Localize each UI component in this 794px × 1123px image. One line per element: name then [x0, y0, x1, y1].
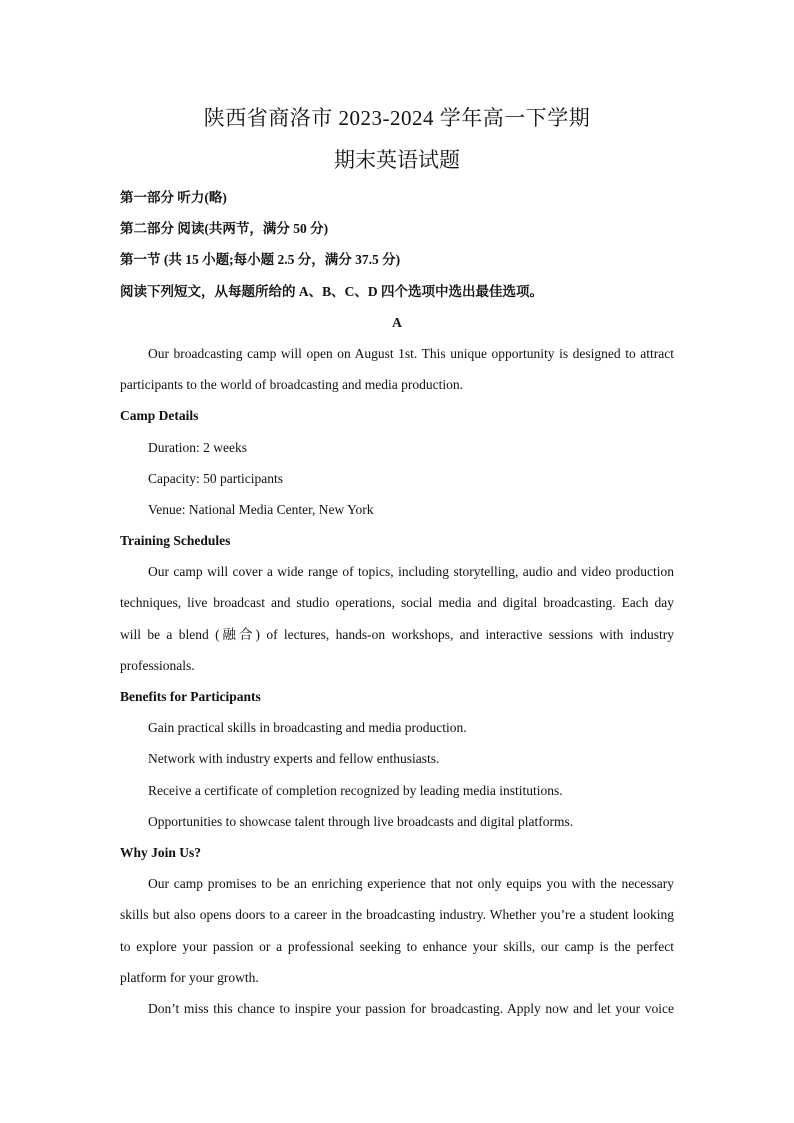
closing-line: Don’t miss this chance to inspire your passion for broadcasting. Apply now and let your voice — [148, 1000, 674, 1016]
training-line: professionals. — [120, 657, 195, 673]
document-content — [120, 100, 674, 1024]
training-line: Our camp will cover a wide range of topics, including storytelling, audio and video production — [148, 564, 674, 580]
why-line: Our camp promises to be an enriching experience that not only equips you with the necessary — [148, 876, 674, 892]
part-one-heading: 第一部分 听力(略) — [120, 190, 227, 205]
benefit-item: Opportunities to showcase talent through live broadcasts and digital platforms. — [148, 813, 574, 829]
training-heading: Training Schedules — [120, 533, 231, 549]
camp-details-heading: Camp Details — [120, 408, 199, 424]
passage-label: A — [392, 314, 402, 330]
benefit-item: Gain practical skills in broadcasting and media production. — [148, 720, 467, 736]
why-line: skills but also opens doors to a career in the broadcasting industry. Whether you’re a student looking — [120, 907, 674, 923]
why-heading: Why Join Us? — [120, 844, 202, 860]
section-one-heading: 第一节 (共 15 小题;每小题 2.5 分，满分 37.5 分) — [120, 252, 401, 268]
camp-detail-item: Capacity: 50 participants — [148, 470, 283, 486]
document-title: 陕西省商洛市 2023-2024 学年高一下学期 — [203, 106, 591, 130]
intro-line: Our broadcasting camp will open on August 1st. This unique opportunity is designed to attract — [148, 345, 674, 361]
intro-line: participants to the world of broadcasting and media production. — [120, 377, 464, 393]
benefit-item: Network with industry experts and fellow enthusiasts. — [148, 751, 440, 767]
benefits-heading: Benefits for Participants — [120, 689, 261, 704]
training-line: will be a blend (融合) of lectures, hands-on workshops, and interactive sessions with industry — [120, 626, 674, 642]
camp-detail-item: Venue: National Media Center, New York — [148, 501, 374, 517]
instruction-text: 阅读下列短文，从每题所给的 A、B、C、D 四个选项中选出最佳选项。 — [120, 283, 544, 299]
document-subtitle: 期末英语试题 — [334, 148, 460, 172]
camp-detail-item: Duration: 2 weeks — [148, 439, 247, 455]
benefit-item: Receive a certificate of completion recognized by leading media institutions. — [148, 782, 563, 798]
part-two-heading: 第二部分 阅读(共两节，满分 50 分) — [120, 221, 329, 237]
why-line: platform for your growth. — [120, 969, 259, 985]
why-line: to explore your passion or a professional seeking to enhance your skills, our camp is the perfect — [120, 938, 674, 954]
training-line: techniques, live broadcast and studio operations, social media and digital broadcasting. Each day — [120, 595, 674, 611]
